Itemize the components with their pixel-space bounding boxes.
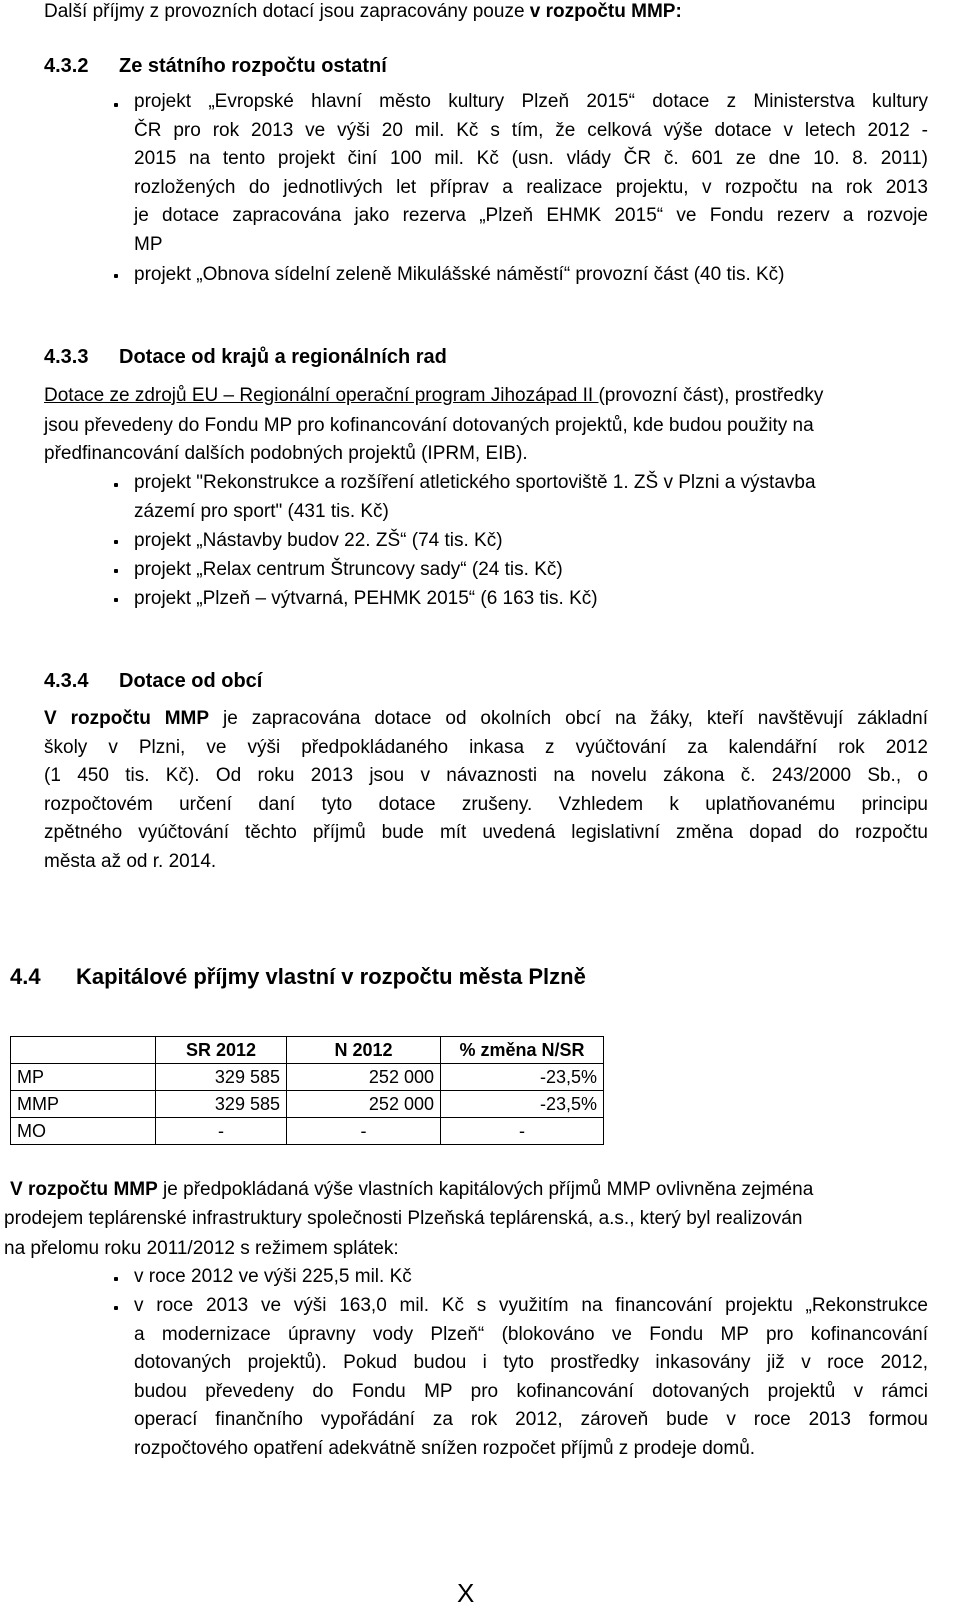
bullet-icon xyxy=(114,569,118,573)
section-4-3-2-title: Ze státního rozpočtu ostatní xyxy=(119,55,387,77)
text-line: rozpočtovém určení daní tyto dotace zrušeny. Vzhledem k uplatňovanému principu xyxy=(44,793,928,815)
capital-bullet2 xyxy=(134,1292,928,1464)
bullet-icon xyxy=(114,274,118,278)
bullet-icon xyxy=(114,103,118,107)
capital-para-line2: prodejem teplárenské infrastruktury společnosti Plzeňská teplárenská, a.s., který byl realizován xyxy=(4,1208,803,1229)
text-line: 2015 na tento projekt činí 100 mil. Kč (usn. vlády ČR č. 601 ze dne 10. 8. 2011) xyxy=(134,148,928,170)
s433-item1-line2: zázemí pro sport" (431 tis. Kč) xyxy=(134,501,389,522)
capital-bullet1: v roce 2012 ve výši 225,5 mil. Kč xyxy=(134,1266,412,1287)
bullet-icon xyxy=(114,540,118,544)
table-cell: -23,5% xyxy=(441,1091,604,1118)
bullet-icon xyxy=(114,483,118,487)
capital-para-line3: na přelomu roku 2011/2012 s režimem splátek: xyxy=(4,1238,399,1259)
table-header-cell: SR 2012 xyxy=(156,1037,287,1064)
text-line: školy v Plzni, ve výši předpokládaného inkasa z vyúčtování za kalendářní rok 2012 xyxy=(44,736,928,758)
text-line: operací finančního vypořádání za rok 2012, zároveň bude v roce 2013 formou xyxy=(134,1409,928,1431)
section-4-3-4-number: 4.3.4 xyxy=(44,670,89,692)
section-4-4-number: 4.4 xyxy=(10,964,41,989)
table-cell: 252 000 xyxy=(287,1064,441,1091)
intro-bold: v rozpočtu MMP: xyxy=(529,1,682,22)
section-4-3-4-title: Dotace od obcí xyxy=(119,670,263,692)
section-4-3-2-number: 4.3.2 xyxy=(44,55,89,77)
s433-item4: projekt „Plzeň – výtvarná, PEHMK 2015“ (6 163 tis. Kč) xyxy=(134,588,598,609)
s434-paragraph xyxy=(44,705,928,877)
text-line: je dotace zapracována jako rezerva „Plzeň EHMK 2015“ ve Fondu rezerv a rozvoje xyxy=(134,205,928,227)
bullet-icon xyxy=(114,598,118,602)
s433-para-line2: jsou převedeny do Fondu MP pro kofinancování dotovaných projektů, kde budou použity na xyxy=(44,415,814,436)
table-row xyxy=(11,1118,604,1145)
section-4-3-3-title: Dotace od krajů a regionálních rad xyxy=(119,346,447,368)
table-header-row xyxy=(11,1037,604,1064)
text-line xyxy=(44,705,928,734)
table-cell: - xyxy=(287,1118,441,1145)
table-cell: MP xyxy=(11,1064,156,1091)
text: je předpokládaná výše vlastních kapitálových příjmů MMP ovlivněna zejména xyxy=(157,1179,814,1200)
table-row xyxy=(11,1064,604,1091)
table-cell: 329 585 xyxy=(156,1064,287,1091)
bold-text: V rozpočtu MMP xyxy=(10,1179,158,1200)
s433-item1-line1: projekt "Rekonstrukce a rozšíření atletického sportoviště 1. ZŠ v Plzni a výstavba xyxy=(134,472,816,493)
table-header-cell: % změna N/SR xyxy=(441,1037,604,1064)
text-line: rozpočtového opatření adekvátně snížen rozpočet příjmů z prodeje domů. xyxy=(134,1437,756,1459)
table-cell: MO xyxy=(11,1118,156,1145)
page-footer-mark: X xyxy=(457,1578,475,1608)
text-line: rozložených do jednotlivých let příprav a realizace projektu, v rozpočtu na rok 2013 xyxy=(134,176,928,198)
s433-item3: projekt „Relax centrum Štruncovy sady“ (24 tis. Kč) xyxy=(134,559,563,580)
table-row xyxy=(11,1091,604,1118)
capital-para-line1 xyxy=(10,1176,813,1204)
section-4-3-3-number: 4.3.3 xyxy=(44,346,89,368)
table-cell: -23,5% xyxy=(441,1064,604,1091)
table-cell: 329 585 xyxy=(156,1091,287,1118)
text-line: MP xyxy=(134,233,163,255)
s433-para-line3: předfinancování dalších podobných projektů (IPRM, EIB). xyxy=(44,443,528,464)
intro-line xyxy=(44,0,682,26)
text: (provozní část), prostředky xyxy=(598,385,824,406)
text-line: projekt „Evropské hlavní město kultury Plzeň 2015“ dotace z Ministerstva kultury xyxy=(134,91,928,112)
capital-income-table xyxy=(10,1036,604,1145)
text-line: a modernizace úpravny vody Plzeň“ (blokováno ve Fondu MP pro kofinancování xyxy=(134,1323,928,1345)
bullet-icon xyxy=(114,1277,118,1281)
s433-para-line1 xyxy=(44,382,823,410)
bullet-icon xyxy=(114,1306,118,1310)
text: je zapracována dotace od okolních obcí na žáky, kteří navštěvují základní xyxy=(209,708,928,729)
table-cell: - xyxy=(441,1118,604,1145)
table-header-cell: N 2012 xyxy=(287,1037,441,1064)
intro-text: Další příjmy z provozních dotací jsou zapracovány pouze xyxy=(44,1,530,22)
s432-bullet2: projekt „Obnova sídelní zeleně Mikulášské náměstí“ provozní část (40 tis. Kč) xyxy=(134,264,785,285)
text-line: ČR pro rok 2013 ve výši 20 mil. Kč s tím, že celková výše dotace v letech 2012 - xyxy=(134,119,928,141)
bold-text: V rozpočtu MMP xyxy=(44,708,210,729)
table-header-cell xyxy=(11,1037,156,1064)
text-line: města až od r. 2014. xyxy=(44,850,217,872)
table-cell: MMP xyxy=(11,1091,156,1118)
table-cell: - xyxy=(156,1118,287,1145)
text-line: zpětného vyúčtování těchto příjmů bude mít uvedená legislativní změna dopad do rozpočtu xyxy=(44,822,928,844)
table-cell: 252 000 xyxy=(287,1091,441,1118)
text-line: (1 450 tis. Kč). Od roku 2013 jsou v návaznosti na novelu zákona č. 243/2000 Sb., o xyxy=(44,765,928,787)
text-line: budou převedeny do Fondu MP pro kofinancování dotovaných projektů v rámci xyxy=(134,1380,928,1402)
s433-item2: projekt „Nástavby budov 22. ZŠ“ (74 tis. Kč) xyxy=(134,530,503,551)
section-4-4-title: Kapitálové příjmy vlastní v rozpočtu města Plzně xyxy=(76,964,586,989)
text-line: v roce 2013 ve výši 163,0 mil. Kč s využitím na financování projektu „Rekonstrukce xyxy=(134,1295,928,1316)
text-line: dotovaných projektů). Pokud budou i tyto prostředky inkasovány již v roce 2012, xyxy=(134,1352,928,1374)
s432-bullet1 xyxy=(134,88,928,260)
underlined-text: Dotace ze zdrojů EU – Regionální operační program Jihozápad II xyxy=(44,385,599,406)
